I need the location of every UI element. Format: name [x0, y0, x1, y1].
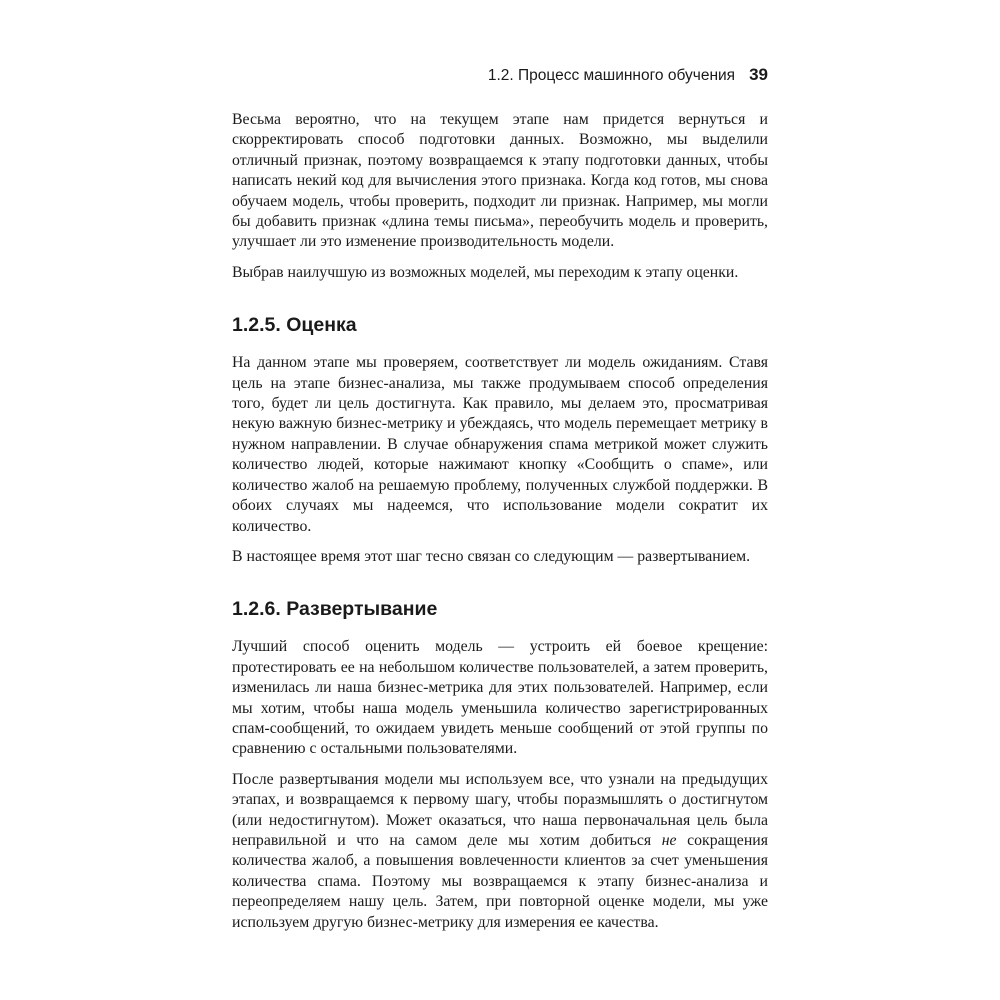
- paragraph-6-part-2: сокращения количества жалоб, а повышения вовлеченности клиентов за счет уменьшения количества спама. Поэтому мы возвращаемся к этапу бизнес-анализа и переопределяем нашу цель. Затем, при повторной оценке модели, мы уже используем другую бизнес-метрику для измерения ее качества.: [232, 831, 768, 931]
- emphasis-ne: не: [661, 831, 677, 849]
- body-text: [232, 110, 768, 943]
- paragraph-5: Лучший способ оценить модель — устроить ей боевое крещение: протестировать ее на небольшом количестве пользователей, а затем проверить, изменилась ли наша бизнес-метрика для этих пользователей. Например, если мы хотим, чтобы наша модель уменьшила количество зарегистрированных спам-сообщений, то ожидаем увидеть меньше сообщений от этой группы по сравнению с остальными пользователями.: [232, 638, 768, 758]
- book-page: [232, 0, 768, 1000]
- section-heading-deployment: 1.2.6. Развертывание: [232, 598, 438, 621]
- running-head-title: 1.2. Процесс машинного обучения: [487, 67, 736, 84]
- running-head: [232, 64, 768, 87]
- paragraph-2: Выбрав наилучшую из возможных моделей, мы переходим к этапу оценки.: [232, 263, 739, 281]
- paragraph-6: [232, 770, 768, 933]
- page-number: 39: [749, 65, 768, 84]
- paragraph-1: Весьма вероятно, что на текущем этапе нам придется вернуться и скорректировать способ подготовки данных. Возможно, мы выделили отличный признак, поэтому возвращаемся к этапу подготовки данных, чтобы написать некий код для вычисления этого признака. Когда код готов, мы снова обучаем модель, чтобы проверить, подходит ли признак. Например, мы могли бы добавить признак «длина темы письма», переобучить модель и проверить, улучшает ли это изменение производительность модели.: [232, 111, 768, 251]
- paragraph-3: На данном этапе мы проверяем, соответствует ли модель ожиданиям. Ставя цель на этапе бизнес-анализа, мы также продумываем способ определения того, будет ли цель достигнута. Как правило, мы делаем это, просматривая некую важную бизнес-метрику и убеждаясь, что модель перемещает метрику в нужном направлении. В случае обнаружения спама метрикой может служить количество людей, которые нажимают кнопку «Сообщить о спаме», или количество жалоб на решаемую проблему, полученных службой поддержки. В обоих случаях мы надеемся, что использование модели сократит их количество.: [232, 354, 768, 535]
- paragraph-4: В настоящее время этот шаг тесно связан со следующим — развертыванием.: [232, 547, 751, 565]
- section-heading-evaluation: 1.2.5. Оценка: [232, 314, 357, 337]
- paragraph-6-part-1: После развертывания модели мы используем все, что узнали на предыдущих этапах, и возвращаемся к первому шагу, чтобы поразмышлять о достигнутом (или недостигнутом). Может оказаться, что наша первоначальная цель была неправильной и что на самом деле мы хотим добиться: [232, 770, 768, 849]
